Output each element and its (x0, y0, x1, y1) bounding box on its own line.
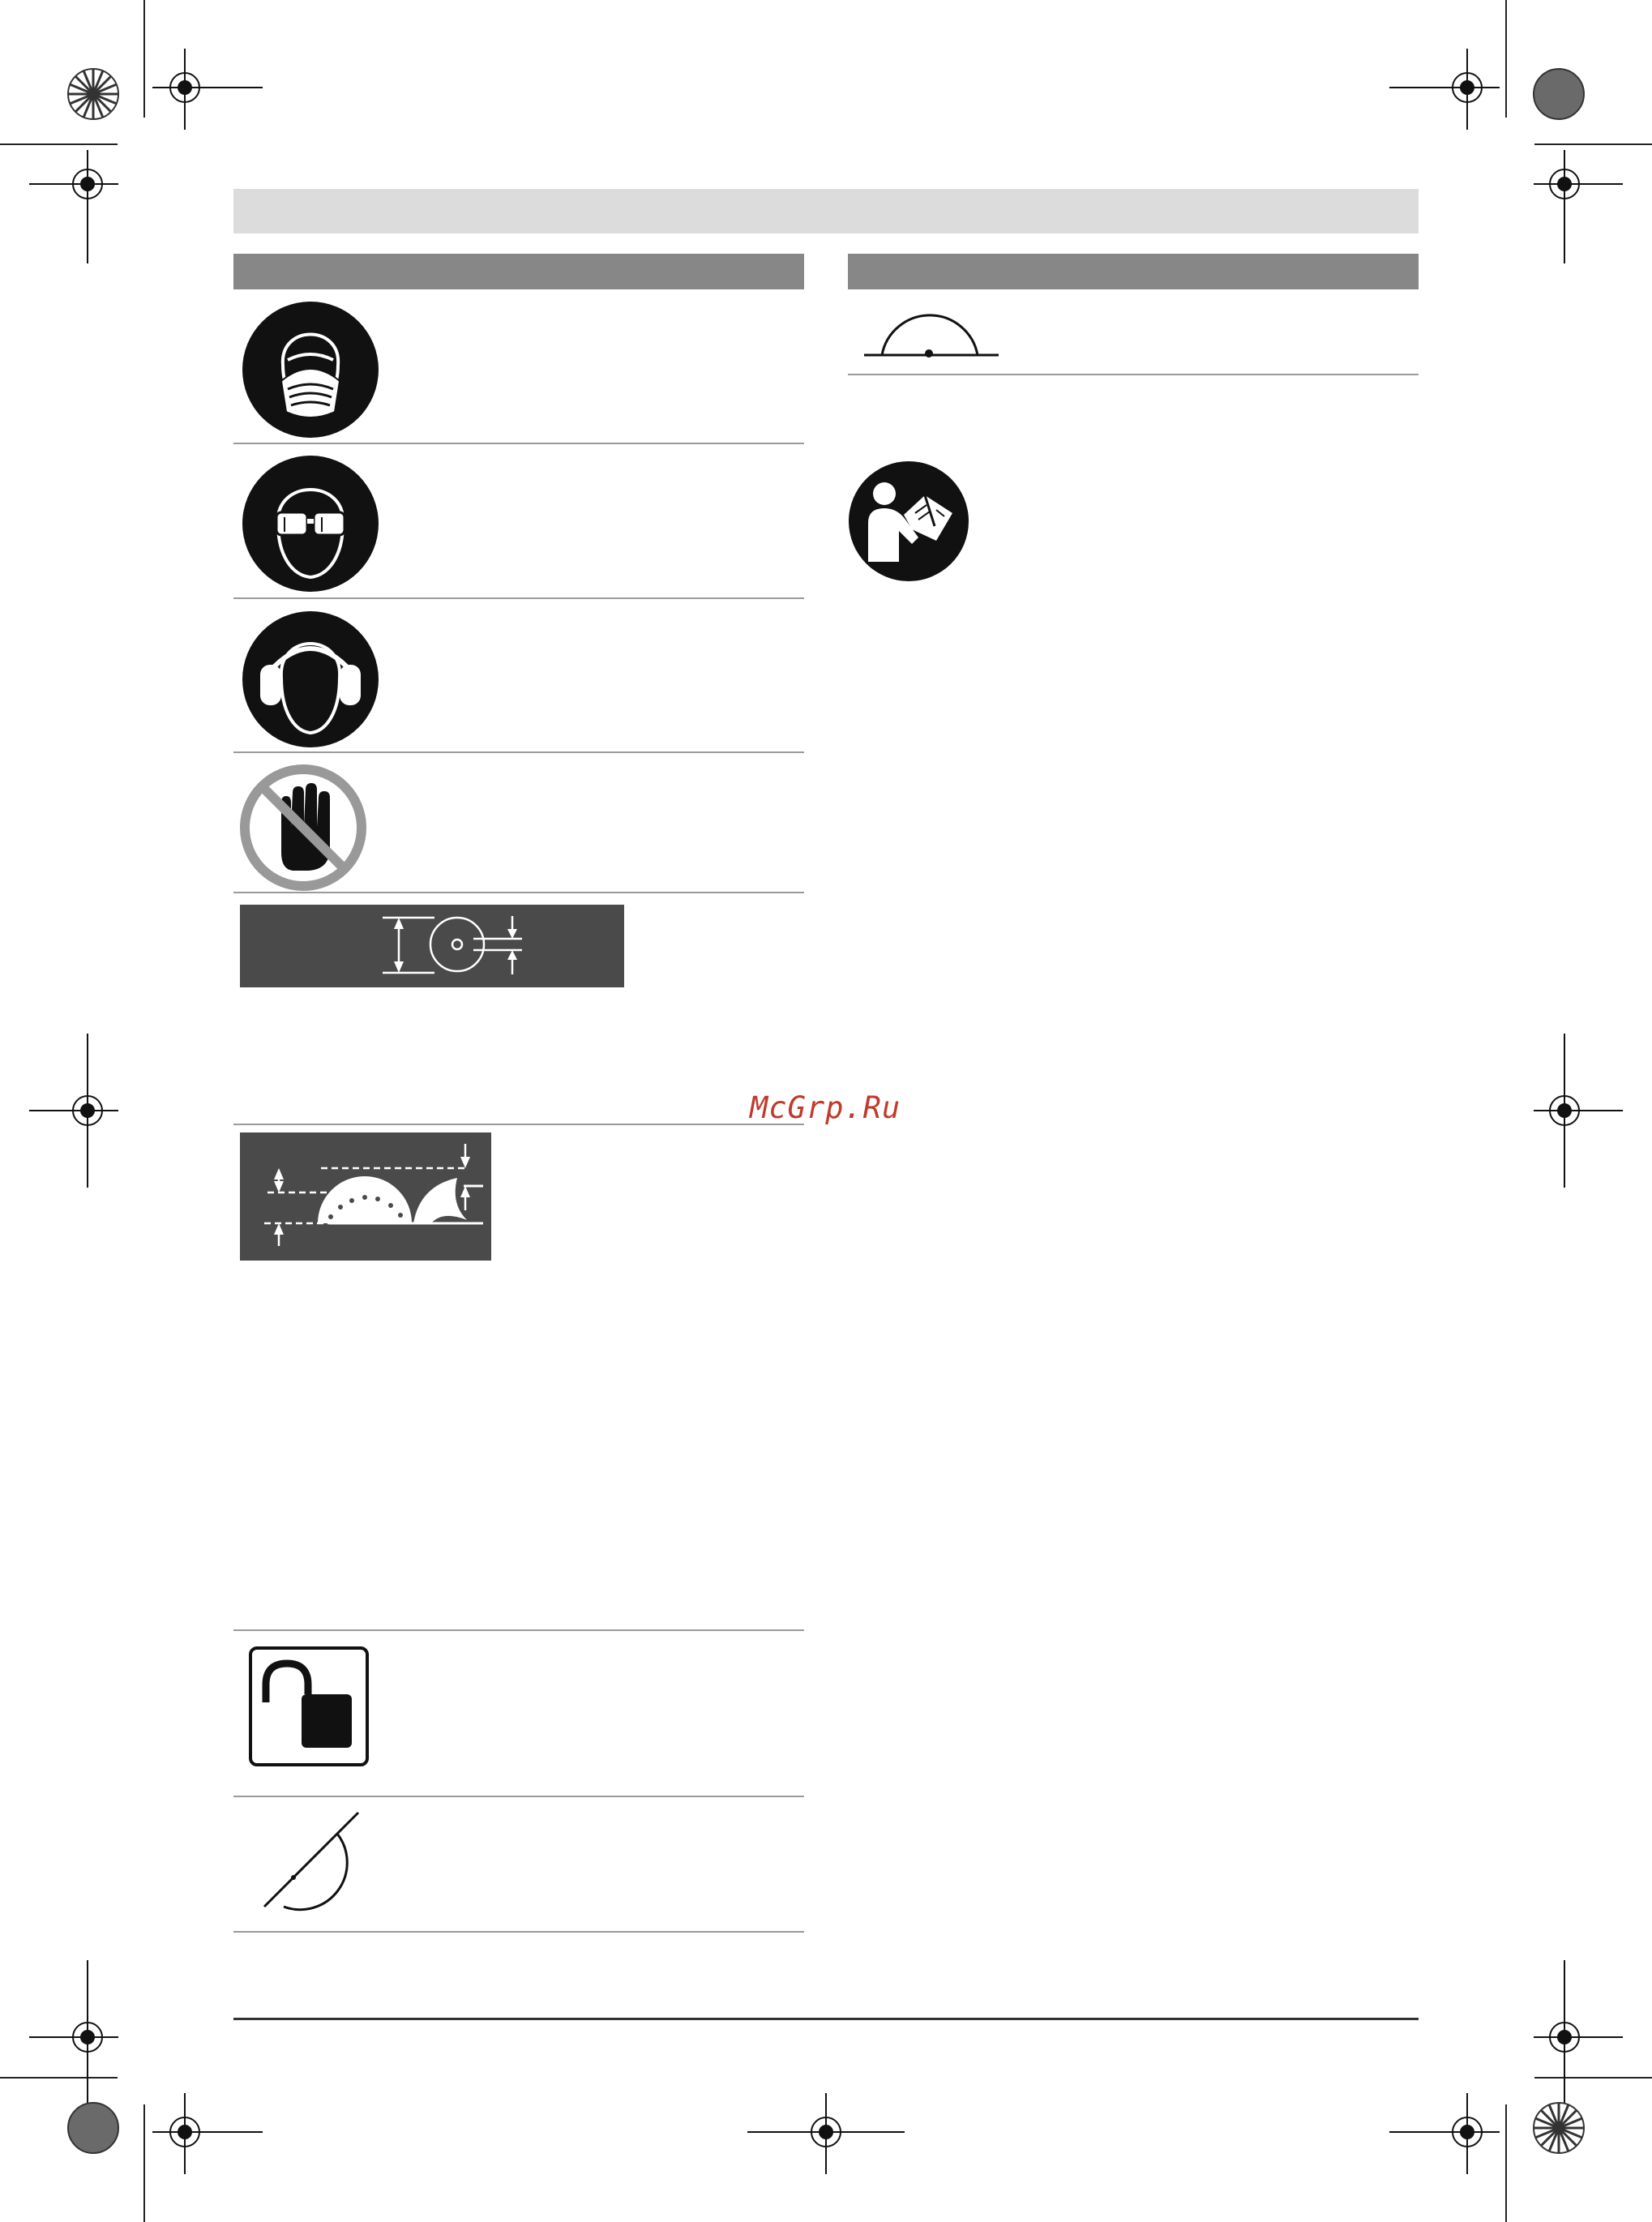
row-divider (233, 1124, 804, 1125)
bevel-angle-icon (259, 1806, 365, 1912)
right-column-header (848, 254, 1419, 289)
registration-target-icon (29, 150, 118, 263)
registration-target-icon (1534, 1034, 1623, 1188)
row-divider (233, 1629, 804, 1631)
row-divider (233, 443, 804, 444)
registration-target-icon (747, 2093, 905, 2174)
no-hands-prohibition-icon (239, 764, 367, 892)
row-divider (233, 1931, 804, 1933)
registration-target-icon (29, 1034, 118, 1188)
registration-target-icon (152, 49, 266, 130)
dust-mask-icon (241, 300, 380, 439)
blade-dimensions-icon (240, 905, 624, 987)
registration-target-icon (1386, 2093, 1500, 2174)
color-wheel-icon (1532, 2101, 1586, 2155)
row-divider (233, 892, 804, 893)
watermark-text: McGrp.Ru (750, 1090, 901, 1125)
row-divider (848, 374, 1419, 375)
registration-target-icon (1534, 150, 1623, 263)
read-manual-icon (847, 460, 970, 583)
row-divider (233, 597, 804, 599)
unlocked-padlock-icon (248, 1646, 370, 1767)
left-column-header (233, 254, 804, 289)
cutting-height-icon (240, 1132, 491, 1261)
registration-target-icon (152, 2093, 266, 2174)
gray-patch-icon (66, 2101, 120, 2155)
registration-target-icon (1386, 49, 1500, 130)
header-band (233, 189, 1419, 233)
registration-target-icon (1534, 1960, 1623, 2114)
footer-rule (233, 2018, 1419, 2020)
row-divider (233, 751, 804, 753)
protractor-angle-icon (859, 305, 1002, 360)
color-wheel-icon (66, 67, 120, 121)
gray-patch-icon (1532, 67, 1586, 121)
ear-protection-icon (241, 610, 380, 749)
row-divider (233, 1796, 804, 1797)
safety-goggles-icon (241, 454, 380, 593)
registration-target-icon (29, 1960, 118, 2114)
